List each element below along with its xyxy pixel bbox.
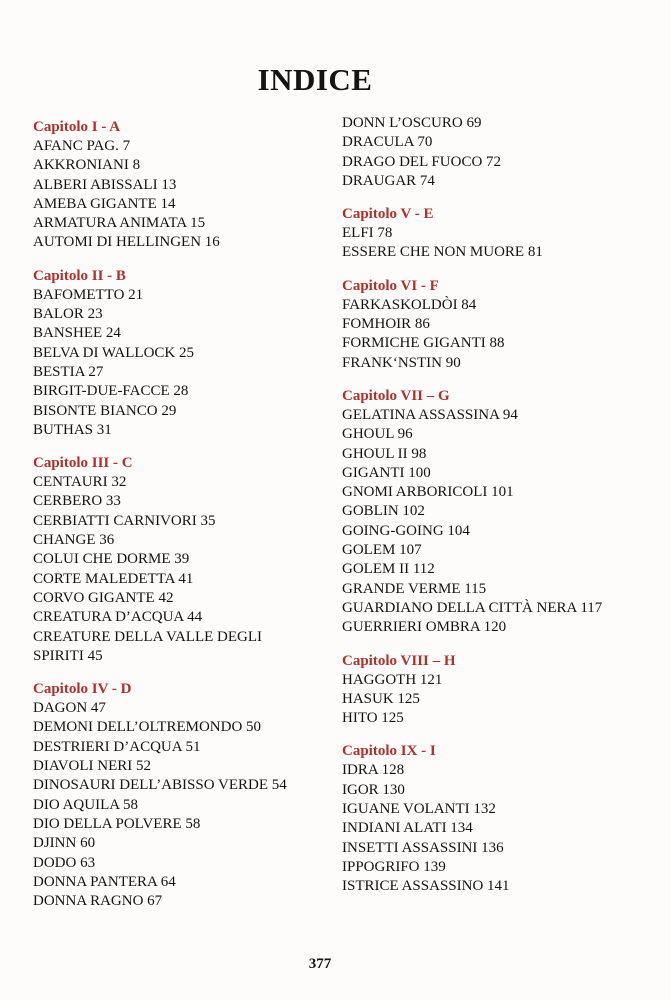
entry-list xyxy=(342,224,642,263)
entry-list xyxy=(342,671,642,729)
index-entry: AKKRONIANI 8 xyxy=(33,157,141,174)
index-entry: FOMHOIR 86 xyxy=(342,316,430,333)
index-entry: GOING-GOING 104 xyxy=(342,522,470,539)
index-entry: DJINN 60 xyxy=(33,835,96,852)
index-entry: CREATURE DELLA VALLE DEGLI xyxy=(33,628,263,645)
index-entry: FRANK‘NSTIN 90 xyxy=(342,354,461,371)
index-entry: GUARDIANO DELLA CITTÀ NERA 117 xyxy=(342,599,603,616)
index-entry: FARKASKOLDÒI 84 xyxy=(342,296,477,313)
index-entry: CORTE MALEDETTA 41 xyxy=(33,570,194,587)
index-section xyxy=(342,742,642,896)
index-entry: ALBERI ABISSALI 13 xyxy=(33,176,177,193)
index-entry: DIO AQUILA 58 xyxy=(33,796,138,813)
index-entry: DIAVOLI NERI 52 xyxy=(33,758,152,775)
index-entry: HAGGOTH 121 xyxy=(342,671,443,688)
entry-list xyxy=(33,286,333,440)
index-entry: CERBERO 33 xyxy=(33,493,121,510)
chapter-heading: Capitolo VI - F xyxy=(342,277,439,294)
page-title: INDICE xyxy=(257,62,373,97)
index-entry: ARMATURA ANIMATA 15 xyxy=(33,215,206,232)
index-entry: DONNA RAGNO 67 xyxy=(33,893,163,910)
index-entry: BANSHEE 24 xyxy=(33,325,121,342)
index-entry: CHANGE 36 xyxy=(33,532,115,549)
index-entry: BAFOMETTO 21 xyxy=(33,286,144,303)
entry-list xyxy=(342,761,642,896)
index-entry: BALOR 23 xyxy=(33,306,103,323)
index-entry: GOLEM II 112 xyxy=(342,561,435,578)
index-entry: DIO DELLA POLVERE 58 xyxy=(33,815,201,832)
index-entry: GHOUL II 98 xyxy=(342,445,427,462)
index-entry: INSETTI ASSASSINI 136 xyxy=(342,839,504,856)
index-entry: CERBIATTI CARNIVORI 35 xyxy=(33,512,216,529)
index-entry: SPIRITI 45 xyxy=(33,647,103,664)
index-entry: ELFI 78 xyxy=(342,225,393,242)
index-section xyxy=(33,267,333,440)
index-entry: DEMONI DELL’OLTREMONDO 50 xyxy=(33,719,262,736)
index-entry: DRAGO DEL FUOCO 72 xyxy=(342,153,502,170)
index-entry: BISONTE BIANCO 29 xyxy=(33,402,177,419)
index-entry: AUTOMI DI HELLINGEN 16 xyxy=(33,234,220,251)
chapter-heading: Capitolo IV - D xyxy=(33,681,132,698)
index-entry: COLUI CHE DORME 39 xyxy=(33,551,190,568)
index-entry: GRANDE VERME 115 xyxy=(342,580,487,597)
index-entry: DINOSAURI DELL’ABISSO VERDE 54 xyxy=(33,777,287,794)
index-section xyxy=(33,680,333,911)
index-entry: HITO 125 xyxy=(342,710,404,727)
index-entry: GOLEM 107 xyxy=(342,542,422,559)
index-section xyxy=(342,205,642,263)
chapter-heading: Capitolo VII – G xyxy=(342,387,450,404)
index-entry: CREATURA D’ACQUA 44 xyxy=(33,609,203,626)
index-entry: IDRA 128 xyxy=(342,762,405,779)
entry-list xyxy=(342,406,642,638)
entry-list xyxy=(33,137,333,253)
chapter-heading: Capitolo IX - I xyxy=(342,743,436,760)
index-section xyxy=(33,118,333,253)
index-entry: CORVO GIGANTE 42 xyxy=(33,589,174,606)
index-entry: ESSERE CHE NON MUORE 81 xyxy=(342,244,543,261)
chapter-heading: Capitolo I - A xyxy=(33,119,121,135)
index-entry: DONN L’OSCURO 69 xyxy=(342,115,482,131)
index-entry: INDIANI ALATI 134 xyxy=(342,820,473,837)
index-entry: AMEBA GIGANTE 14 xyxy=(33,195,176,212)
index-entry: BUTHAS 31 xyxy=(33,421,112,438)
index-entry: IPPOGRIFO 139 xyxy=(342,858,446,875)
index-entry: DRACULA 70 xyxy=(342,134,433,151)
page-number: 377 xyxy=(308,956,332,972)
index-column-right xyxy=(342,114,642,911)
index-entry: CENTAURI 32 xyxy=(33,474,127,491)
index-entry: GHOUL 96 xyxy=(342,426,413,443)
index-entry: IGOR 130 xyxy=(342,781,405,798)
index-entry: DAGON 47 xyxy=(33,700,106,717)
index-entry: FORMICHE GIGANTI 88 xyxy=(342,335,505,352)
index-column-left xyxy=(33,118,333,925)
index-entry: IGUANE VOLANTI 132 xyxy=(342,801,496,818)
index-entry: GNOMI ARBORICOLI 101 xyxy=(342,484,514,501)
chapter-heading: Capitolo II - B xyxy=(33,267,126,284)
chapter-heading: Capitolo III - C xyxy=(33,455,133,472)
index-entry: ISTRICE ASSASSINO 141 xyxy=(342,878,510,895)
index-entry: BELVA DI WALLOCK 25 xyxy=(33,344,194,361)
index-entry: GUERRIERI OMBRA 120 xyxy=(342,619,507,636)
index-section xyxy=(342,277,642,373)
index-entry: BIRGIT-DUE-FACCE 28 xyxy=(33,383,189,400)
entry-list xyxy=(342,296,642,373)
index-section xyxy=(342,114,642,191)
index-section xyxy=(342,652,642,729)
index-section xyxy=(33,454,333,666)
index-entry: BESTIA 27 xyxy=(33,363,104,380)
index-entry: AFANC PAG. 7 xyxy=(33,138,131,154)
chapter-heading: Capitolo V - E xyxy=(342,206,434,223)
index-entry: DONNA PANTERA 64 xyxy=(33,873,176,890)
index-entry: DESTRIERI D’ACQUA 51 xyxy=(33,738,201,755)
index-entry: GELATINA ASSASSINA 94 xyxy=(342,406,518,423)
chapter-heading: Capitolo VIII – H xyxy=(342,652,456,669)
entry-list xyxy=(33,473,333,666)
index-entry: DRAUGAR 74 xyxy=(342,172,435,189)
index-entry: GIGANTI 100 xyxy=(342,464,431,481)
index-section xyxy=(342,387,642,638)
entry-list xyxy=(342,114,642,191)
index-entry: GOBLIN 102 xyxy=(342,503,425,520)
entry-list xyxy=(33,699,333,911)
index-entry: HASUK 125 xyxy=(342,690,420,707)
index-entry: DODO 63 xyxy=(33,854,96,871)
